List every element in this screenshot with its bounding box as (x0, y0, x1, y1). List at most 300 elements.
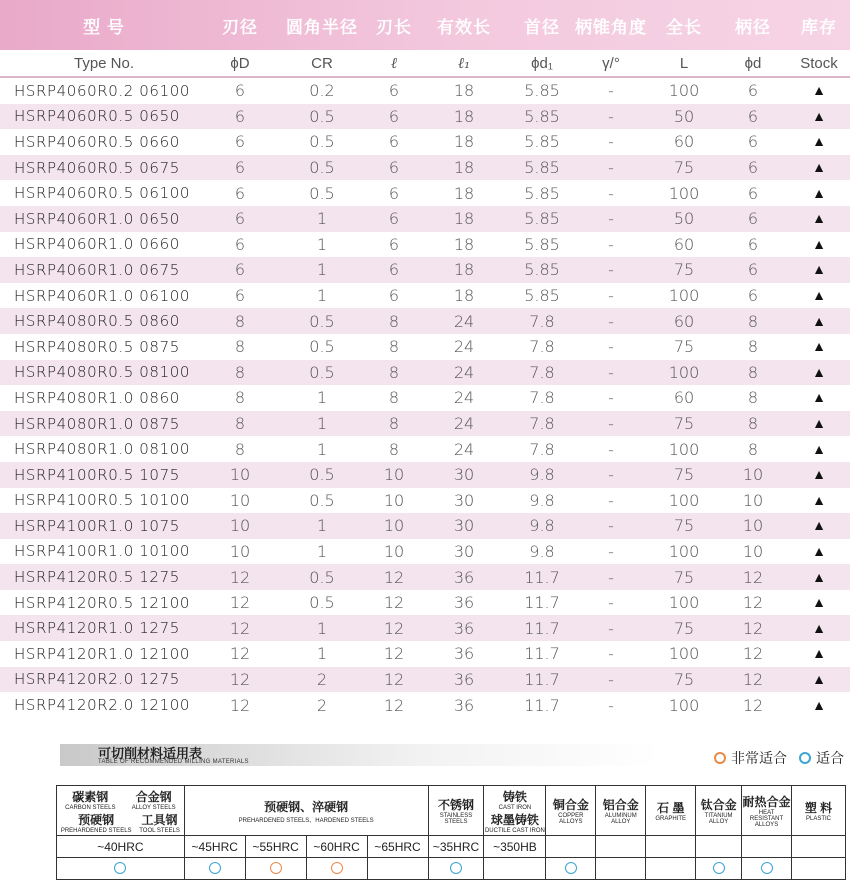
cell-overall-length: 100 (668, 286, 700, 306)
table-row (0, 564, 850, 590)
cell-corner-radius: 2 (316, 695, 328, 715)
cell-effective-length: 36 (453, 644, 475, 664)
suitability-cell (184, 858, 245, 880)
cell-type: HSRP4080R0.5 08100 (14, 363, 191, 382)
suitable-ring-icon (799, 752, 811, 764)
cell-taper-angle: - (608, 337, 614, 357)
cell-neck-diameter: 5.85 (524, 286, 560, 306)
header-flute-length-zh: 刃长 (376, 17, 412, 37)
cell-type: HSRP4060R1.0 0660 (14, 235, 180, 254)
cell-effective-length: 18 (453, 286, 475, 306)
suitable-ring-icon (114, 862, 126, 874)
cell-effective-length: 30 (453, 465, 475, 485)
cell-effective-length: 24 (453, 414, 475, 434)
cell-neck-diameter: 7.8 (529, 362, 555, 382)
cell-corner-radius: 0.5 (309, 362, 335, 382)
table-row (0, 462, 850, 488)
cell-type: HSRP4060R0.5 0675 (14, 158, 180, 177)
cell-type: HSRP4080R1.0 08100 (14, 440, 191, 459)
table-row (0, 308, 850, 334)
cell-type: HSRP4060R0.5 0660 (14, 132, 180, 151)
cell-type: HSRP4120R2.0 1275 (14, 670, 180, 689)
cell-corner-radius: 0.2 (309, 81, 335, 101)
cell-neck-diameter: 7.8 (529, 414, 555, 434)
cell-shank-diameter: 8 (747, 414, 759, 434)
cell-taper-angle: - (608, 106, 614, 126)
header-taper-angle-en: γ/° (602, 54, 620, 72)
cell-type: HSRP4080R1.0 0875 (14, 414, 180, 433)
cell-corner-radius: 1 (316, 439, 328, 459)
cell-diameter: 12 (229, 567, 251, 587)
cell-effective-length: 18 (453, 106, 475, 126)
cell-flute-length: 8 (388, 439, 400, 459)
cell-corner-radius: 0.5 (309, 132, 335, 152)
cell-shank-diameter: 6 (747, 286, 759, 306)
table-row (0, 385, 850, 411)
cell-diameter: 6 (234, 234, 246, 254)
header-type-zh: 型 号 (83, 17, 125, 37)
table-row (0, 641, 850, 667)
cell-corner-radius: 1 (316, 234, 328, 254)
cell-shank-diameter: 12 (742, 618, 764, 638)
header-neck-diameter-zh: 首径 (524, 17, 560, 37)
cell-shank-diameter: 10 (742, 541, 764, 561)
cell-taper-angle: - (608, 234, 614, 254)
table-body (0, 78, 850, 718)
cell-taper-angle: - (608, 618, 614, 638)
cell-corner-radius: 0.5 (309, 567, 335, 587)
cell-type: HSRP4060R1.0 0675 (14, 260, 180, 279)
cell-taper-angle: - (608, 490, 614, 510)
cell-shank-diameter: 6 (747, 106, 759, 126)
suitability-cell (596, 858, 646, 880)
cell-diameter: 12 (229, 695, 251, 715)
cell-taper-angle: - (608, 81, 614, 101)
cell-flute-length: 12 (383, 695, 405, 715)
cell-overall-length: 60 (673, 311, 695, 331)
cell-type: HSRP4060R0.2 06100 (14, 81, 191, 100)
materials-title: 可切削材料适用表 (98, 746, 203, 761)
cell-effective-length: 24 (453, 311, 475, 331)
hardness-35: ~35HRC (428, 836, 484, 858)
cell-overall-length: 100 (668, 362, 700, 382)
cell-overall-length: 60 (673, 234, 695, 254)
cell-stock: ▲ (812, 262, 826, 279)
cell-stock: ▲ (812, 543, 826, 560)
cell-stock: ▲ (812, 492, 826, 509)
cell-effective-length: 36 (453, 695, 475, 715)
cell-stock: ▲ (812, 671, 826, 688)
header-effective-length-en: ℓ₁ (457, 53, 471, 72)
cell-stock: ▲ (812, 390, 826, 407)
cell-flute-length: 6 (388, 132, 400, 152)
cell-diameter: 6 (234, 158, 246, 178)
cell-stock: ▲ (812, 313, 826, 330)
cell-shank-diameter: 8 (747, 388, 759, 408)
cell-neck-diameter: 9.8 (529, 516, 555, 536)
cell-flute-length: 8 (388, 311, 400, 331)
cell-effective-length: 24 (453, 388, 475, 408)
cell-diameter: 8 (234, 414, 246, 434)
cell-neck-diameter: 11.7 (524, 695, 560, 715)
cell-stock: ▲ (812, 518, 826, 535)
cell-shank-diameter: 6 (747, 132, 759, 152)
cell-shank-diameter: 8 (747, 362, 759, 382)
cell-taper-angle: - (608, 644, 614, 664)
cell-stock: ▲ (812, 134, 826, 151)
suitability-legend (702, 748, 844, 768)
cell-effective-length: 36 (453, 618, 475, 638)
group-hardened: 预硬钢、淬硬钢 PREHARDENED STEELS、HARDENED STEELS (184, 786, 428, 836)
group-graphite: 石 墨 GRAPHITE (646, 786, 696, 836)
cell-corner-radius: 1 (316, 516, 328, 536)
cell-taper-angle: - (608, 311, 614, 331)
header-flute-length-en: ℓ (390, 53, 398, 72)
cell-shank-diameter: 6 (747, 209, 759, 229)
cell-stock: ▲ (812, 697, 826, 714)
cell-overall-length: 75 (673, 669, 695, 689)
cell-overall-length: 100 (668, 644, 700, 664)
cell-neck-diameter: 5.85 (524, 234, 560, 254)
materials-subtitle: TABLE OF RECOMMENDED MILLING MATERIALS (98, 759, 249, 765)
cell-neck-diameter: 5.85 (524, 132, 560, 152)
cell-flute-length: 6 (388, 106, 400, 126)
table-row (0, 488, 850, 514)
cell-overall-length: 60 (673, 388, 695, 408)
hardness-60: ~60HRC (306, 836, 367, 858)
cell-overall-length: 100 (668, 183, 700, 203)
cell-flute-length: 12 (383, 618, 405, 638)
cell-taper-angle: - (608, 183, 614, 203)
cell-type: HSRP4060R1.0 0650 (14, 209, 180, 228)
cell-shank-diameter: 6 (747, 81, 759, 101)
suitable-ring-icon (761, 862, 773, 874)
cell-flute-length: 6 (388, 234, 400, 254)
cell-flute-length: 6 (388, 158, 400, 178)
cell-flute-length: 6 (388, 286, 400, 306)
cell-effective-length: 18 (453, 209, 475, 229)
suitability-cell (484, 858, 546, 880)
table-row (0, 129, 850, 155)
cell-type: HSRP4120R1.0 1275 (14, 619, 180, 638)
cell-effective-length: 24 (453, 439, 475, 459)
cell-stock: ▲ (812, 620, 826, 637)
cell-flute-length: 6 (388, 260, 400, 280)
cell-neck-diameter: 5.85 (524, 183, 560, 203)
cell-taper-angle: - (608, 158, 614, 178)
cell-taper-angle: - (608, 465, 614, 485)
hardness-65: ~65HRC (367, 836, 428, 858)
cell-stock: ▲ (812, 339, 826, 356)
cell-neck-diameter: 11.7 (524, 567, 560, 587)
cell-overall-length: 75 (673, 465, 695, 485)
table-row (0, 667, 850, 693)
cell-neck-diameter: 11.7 (524, 644, 560, 664)
cell-effective-length: 24 (453, 362, 475, 382)
cell-overall-length: 100 (668, 490, 700, 510)
cell-type: HSRP4120R0.5 1275 (14, 568, 180, 587)
cell-overall-length: 75 (673, 337, 695, 357)
cell-flute-length: 10 (383, 490, 405, 510)
header-effective-length-zh: 有效长 (437, 17, 491, 37)
header-neck-diameter-en: ϕd₁ (531, 54, 553, 72)
hardness-350hb: ~350HB (484, 836, 546, 858)
header-taper-angle-zh: 柄锥角度 (575, 17, 647, 37)
cell-corner-radius: 1 (316, 209, 328, 229)
very-suitable-ring-icon (714, 752, 726, 764)
table-row (0, 232, 850, 258)
cell-effective-length: 36 (453, 567, 475, 587)
cell-flute-length: 12 (383, 567, 405, 587)
suitability-cell (792, 858, 846, 880)
cell-corner-radius: 1 (316, 644, 328, 664)
header-shank-diameter-en: ϕd (744, 54, 762, 72)
cell-taper-angle: - (608, 567, 614, 587)
cell-neck-diameter: 11.7 (524, 669, 560, 689)
cell-shank-diameter: 10 (742, 516, 764, 536)
cell-shank-diameter: 8 (747, 311, 759, 331)
header-diameter-zh: 刃径 (222, 17, 258, 37)
header-stock-en: Stock (800, 54, 838, 72)
table-row (0, 539, 850, 565)
table-row (0, 257, 850, 283)
suitable-ring-icon (565, 862, 577, 874)
cell-diameter: 6 (234, 286, 246, 306)
cell-overall-length: 50 (673, 106, 695, 126)
cell-corner-radius: 0.5 (309, 183, 335, 203)
cell-stock: ▲ (812, 569, 826, 586)
cell-overall-length: 60 (673, 132, 695, 152)
group-plastic: 塑 料 PLASTIC (792, 786, 846, 836)
group-castiron: 铸铁 CAST IRON 球墨铸铁 DUCTILE CAST IRON (484, 786, 546, 836)
cell-diameter: 8 (234, 311, 246, 331)
table-row (0, 590, 850, 616)
cell-corner-radius: 1 (316, 286, 328, 306)
suitability-cell (306, 858, 367, 880)
cell-flute-length: 8 (388, 362, 400, 382)
cell-effective-length: 30 (453, 490, 475, 510)
cell-diameter: 6 (234, 106, 246, 126)
cell-taper-angle: - (608, 593, 614, 613)
table-row (0, 334, 850, 360)
legend-very-suitable: 非常适合 (731, 750, 787, 766)
cell-diameter: 12 (229, 644, 251, 664)
cell-overall-length: 100 (668, 695, 700, 715)
cell-neck-diameter: 9.8 (529, 465, 555, 485)
cell-taper-angle: - (608, 695, 614, 715)
cell-flute-length: 6 (388, 183, 400, 203)
cell-shank-diameter: 10 (742, 465, 764, 485)
suitability-cell (57, 858, 185, 880)
cell-diameter: 10 (229, 516, 251, 536)
cell-neck-diameter: 7.8 (529, 388, 555, 408)
cell-shank-diameter: 12 (742, 695, 764, 715)
cell-flute-length: 8 (388, 414, 400, 434)
suitable-ring-icon (713, 862, 725, 874)
cell-overall-length: 75 (673, 158, 695, 178)
cell-shank-diameter: 12 (742, 644, 764, 664)
group-carbon-alloy-prehard-tool: 碳素钢 CARBON STEELS 合金钢 ALLOY STEELS 预硬钢 PREHARDENED STEELS 工具钢 TOOL STEELS (57, 786, 185, 836)
cell-neck-diameter: 5.85 (524, 81, 560, 101)
cell-neck-diameter: 5.85 (524, 209, 560, 229)
cell-taper-angle: - (608, 541, 614, 561)
table-row (0, 104, 850, 130)
header-row-chinese (0, 0, 850, 50)
cell-shank-diameter: 12 (742, 669, 764, 689)
cell-flute-length: 12 (383, 644, 405, 664)
cell-diameter: 12 (229, 593, 251, 613)
cell-flute-length: 12 (383, 593, 405, 613)
cell-taper-angle: - (608, 362, 614, 382)
cell-corner-radius: 1 (316, 388, 328, 408)
cell-diameter: 8 (234, 388, 246, 408)
cell-type: HSRP4060R1.0 06100 (14, 286, 191, 305)
cell-corner-radius: 1 (316, 414, 328, 434)
cell-type: HSRP4080R0.5 0860 (14, 312, 180, 331)
hardness-40: ~40HRC (57, 836, 185, 858)
cell-shank-diameter: 6 (747, 234, 759, 254)
group-stainless: 不锈钢 STAINLESS STEELS (428, 786, 484, 836)
cell-neck-diameter: 5.85 (524, 106, 560, 126)
cell-diameter: 10 (229, 490, 251, 510)
cell-taper-angle: - (608, 669, 614, 689)
cell-flute-length: 10 (383, 516, 405, 536)
cell-type: HSRP4120R0.5 12100 (14, 593, 191, 612)
cell-effective-length: 18 (453, 132, 475, 152)
cell-overall-length: 75 (673, 414, 695, 434)
cell-type: HSRP4100R0.5 10100 (14, 491, 191, 510)
cell-diameter: 12 (229, 618, 251, 638)
cell-flute-length: 10 (383, 541, 405, 561)
suitability-cell (245, 858, 306, 880)
cell-overall-length: 100 (668, 593, 700, 613)
cell-diameter: 6 (234, 183, 246, 203)
cell-neck-diameter: 7.8 (529, 439, 555, 459)
cell-shank-diameter: 8 (747, 337, 759, 357)
cell-type: HSRP4100R1.0 10100 (14, 542, 191, 561)
cell-flute-length: 8 (388, 337, 400, 357)
header-overall-length-en: L (679, 54, 689, 72)
cell-shank-diameter: 12 (742, 593, 764, 613)
cell-overall-length: 75 (673, 260, 695, 280)
cell-stock: ▲ (812, 236, 826, 253)
table-row (0, 411, 850, 437)
cell-effective-length: 30 (453, 541, 475, 561)
table-row (0, 513, 850, 539)
cell-stock: ▲ (812, 108, 826, 125)
cell-corner-radius: 1 (316, 618, 328, 638)
cell-taper-angle: - (608, 414, 614, 434)
table-row (0, 180, 850, 206)
legend-suitable: 适合 (816, 750, 844, 766)
cell-diameter: 8 (234, 439, 246, 459)
cell-corner-radius: 0.5 (309, 593, 335, 613)
cell-effective-length: 18 (453, 158, 475, 178)
table-row (0, 360, 850, 386)
suitability-cell (428, 858, 484, 880)
cell-diameter: 8 (234, 337, 246, 357)
header-row-english (0, 50, 850, 78)
cell-corner-radius: 0.5 (309, 337, 335, 357)
cell-neck-diameter: 11.7 (524, 593, 560, 613)
group-aluminum: 铝合金 ALUMINUM ALLOY (596, 786, 646, 836)
hardness-55: ~55HRC (245, 836, 306, 858)
cell-effective-length: 18 (453, 234, 475, 254)
group-heat-resistant: 耐热合金 HEAT RESISTANT ALLOYS (742, 786, 792, 836)
cell-neck-diameter: 5.85 (524, 158, 560, 178)
cell-shank-diameter: 12 (742, 567, 764, 587)
header-stock-zh: 库存 (801, 17, 837, 37)
materials-grid (56, 785, 846, 880)
cell-diameter: 10 (229, 465, 251, 485)
cell-diameter: 6 (234, 260, 246, 280)
group-titanium: 钛合金 TITANIUM ALLOY (696, 786, 742, 836)
header-diameter-en: ϕD (230, 54, 250, 72)
cell-type: HSRP4060R0.5 0650 (14, 107, 180, 126)
cell-taper-angle: - (608, 516, 614, 536)
cell-neck-diameter: 7.8 (529, 311, 555, 331)
cell-flute-length: 6 (388, 81, 400, 101)
cell-shank-diameter: 10 (742, 490, 764, 510)
cell-type: HSRP4120R2.0 12100 (14, 696, 191, 715)
materials-group-row (57, 786, 846, 836)
suitability-cell (367, 858, 428, 880)
cell-flute-length: 8 (388, 388, 400, 408)
cell-overall-length: 75 (673, 567, 695, 587)
cell-stock: ▲ (812, 364, 826, 381)
cell-shank-diameter: 8 (747, 439, 759, 459)
cell-effective-length: 18 (453, 260, 475, 280)
table-row (0, 283, 850, 309)
cell-effective-length: 24 (453, 337, 475, 357)
cell-corner-radius: 0.5 (309, 490, 335, 510)
very-suitable-ring-icon (270, 862, 282, 874)
cell-effective-length: 30 (453, 516, 475, 536)
cell-neck-diameter: 11.7 (524, 618, 560, 638)
cell-shank-diameter: 6 (747, 183, 759, 203)
cell-taper-angle: - (608, 132, 614, 152)
cell-taper-angle: - (608, 286, 614, 306)
very-suitable-ring-icon (331, 862, 343, 874)
cell-stock: ▲ (812, 185, 826, 202)
cell-effective-length: 36 (453, 669, 475, 689)
group-copper: 铜合金 COPPER ALLOYS (546, 786, 596, 836)
cell-neck-diameter: 5.85 (524, 260, 560, 280)
cell-overall-length: 100 (668, 541, 700, 561)
hardness-45: ~45HRC (184, 836, 245, 858)
cell-overall-length: 100 (668, 439, 700, 459)
suitability-cell (696, 858, 742, 880)
table-row (0, 436, 850, 462)
cell-corner-radius: 0.5 (309, 311, 335, 331)
cell-stock: ▲ (812, 467, 826, 484)
cell-stock: ▲ (812, 288, 826, 305)
materials-suitability-row (57, 858, 846, 880)
cell-corner-radius: 0.5 (309, 465, 335, 485)
materials-section (0, 738, 850, 887)
suitable-ring-icon (450, 862, 462, 874)
cell-diameter: 12 (229, 669, 251, 689)
cell-shank-diameter: 6 (747, 158, 759, 178)
cell-corner-radius: 0.5 (309, 158, 335, 178)
header-overall-length-zh: 全长 (666, 17, 702, 37)
header-corner-radius-en: CR (311, 54, 333, 72)
cell-taper-angle: - (608, 388, 614, 408)
cell-corner-radius: 0.5 (309, 106, 335, 126)
cell-shank-diameter: 6 (747, 260, 759, 280)
cell-type: HSRP4060R0.5 06100 (14, 184, 191, 203)
cell-taper-angle: - (608, 439, 614, 459)
